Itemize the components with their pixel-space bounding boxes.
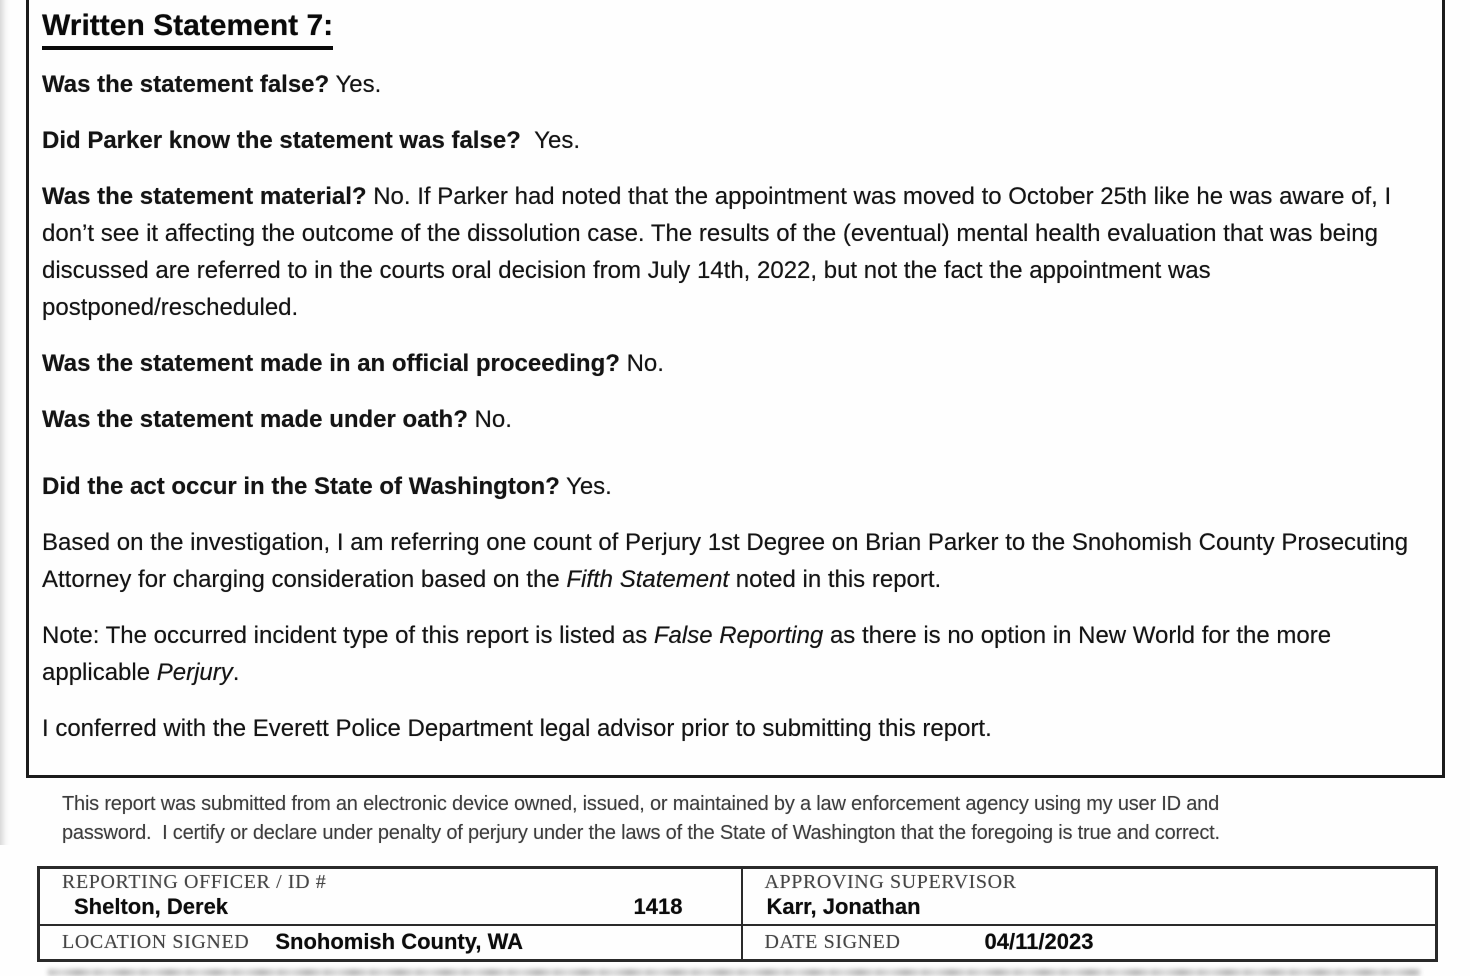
written-statement-section — [26, 0, 1445, 778]
question-text: Did Parker know the statement was false? — [42, 127, 521, 154]
answer-text: No. — [626, 350, 664, 377]
reporting-officer-cell — [39, 868, 742, 925]
question-text: Did the act occur in the State of Washington? — [42, 473, 560, 500]
question-text: Was the statement material? — [42, 183, 367, 210]
statement-heading: Written Statement 7: — [42, 9, 333, 50]
location-signed-cell — [39, 925, 742, 961]
reporting-officer-id: 1418 — [633, 894, 683, 919]
date-signed-cell — [742, 925, 1437, 961]
date-signed-label: DATE SIGNED — [764, 930, 901, 953]
question-text: Was the statement made under oath? — [42, 406, 468, 433]
scan-edge-shadow — [0, 0, 10, 845]
answer-text: Yes. — [566, 473, 612, 500]
reporting-officer-values — [74, 894, 683, 920]
answer-text: Yes. — [527, 127, 580, 154]
scan-bottom-smudge — [48, 969, 1420, 976]
certification-text — [62, 790, 1407, 848]
date-signed-value: 04/11/2023 — [984, 928, 1094, 954]
table-row — [39, 868, 1437, 925]
approving-supervisor-name: Karr, Jonathan — [766, 894, 921, 919]
qa-statement-material — [42, 178, 1420, 326]
reporting-officer-label: REPORTING OFFICER / ID # — [62, 871, 327, 893]
location-signed-label: LOCATION SIGNED — [62, 930, 250, 953]
qa-under-oath — [42, 401, 1420, 438]
legal-advisor-paragraph: I conferred with the Everett Police Department legal advisor prior to submitting this report. — [42, 715, 992, 742]
approving-supervisor-cell — [742, 868, 1437, 925]
signature-table — [37, 866, 1438, 962]
qa-state-of-washington — [42, 468, 1420, 505]
answer-text: Yes. — [335, 71, 382, 98]
qa-official-proceeding — [42, 345, 1420, 382]
location-signed-value: Snohomish County, WA — [275, 928, 524, 954]
answer-text: No. If Parker had noted that the appointment was moved to October 25th like he was aware of, I don’t see it affecting the outcome of the dissolution case. The results of the (eventual) mental health evaluation that was being discussed are referred to in the courts oral decision from July 14th, 2022, but not the fact the appointment was postponed/rescheduled. — [42, 183, 1392, 321]
qa-knew-false — [42, 122, 1420, 159]
incident-type-note-paragraph: Note: The occurred incident type of this report is listed as False Reporting as there is no option in New World for the more applicable Perjury. — [42, 622, 1332, 686]
question-text: Was the statement false? — [42, 71, 330, 98]
answer-text: No. — [474, 406, 512, 433]
approving-supervisor-label: APPROVING SUPERVISOR — [764, 871, 1017, 893]
table-row — [39, 925, 1437, 961]
certification-line-1: This report was submitted from an electronic device owned, issued, or maintained by a law enforcement agency using my user ID and — [62, 793, 1220, 815]
qa-statement-false — [42, 66, 1420, 103]
certification-line-2: password. I certify or declare under penalty of perjury under the laws of the State of Washington that the foregoing is true and correct. — [62, 822, 1220, 844]
question-text: Was the statement made in an official proceeding? — [42, 350, 620, 377]
reporting-officer-name: Shelton, Derek — [74, 894, 229, 919]
referral-paragraph: Based on the investigation, I am referring one count of Perjury 1st Degree on Brian Parker to the Snohomish County Prosecuting Attorney for charging consideration based on the Fifth Statement noted in this report. — [42, 529, 1409, 593]
